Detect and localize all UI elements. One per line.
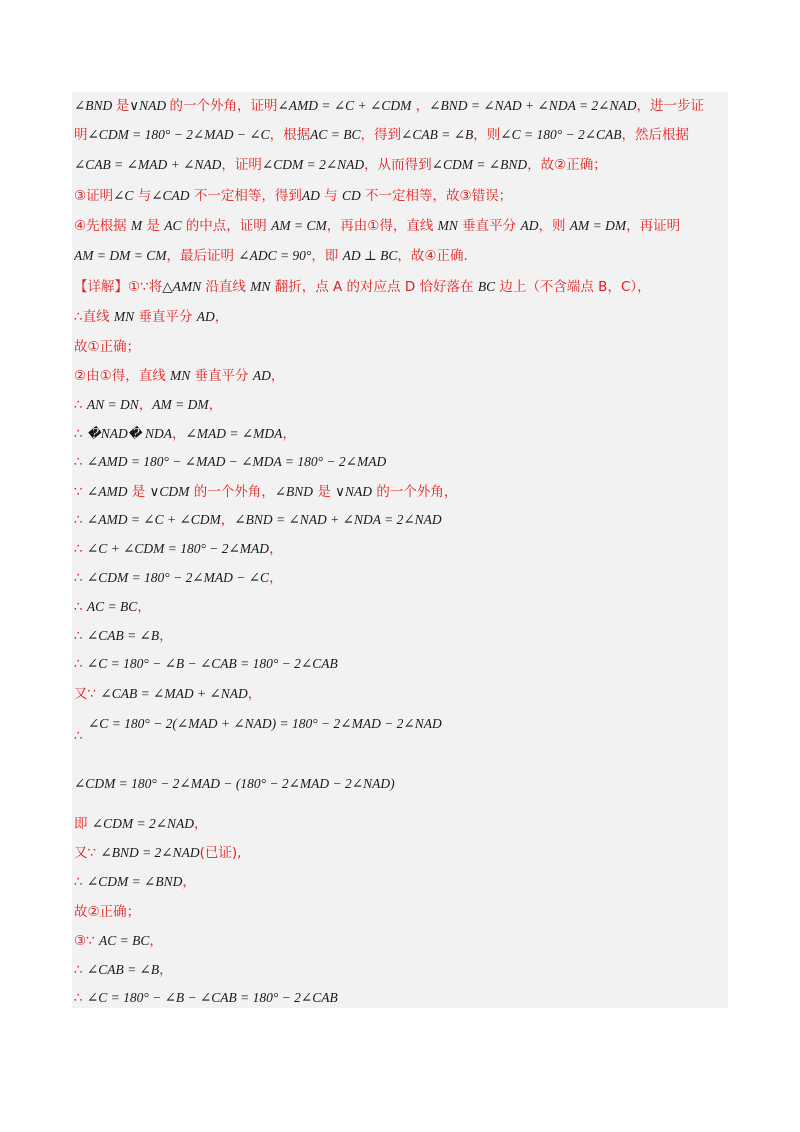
detail-line-15: [74, 684, 724, 704]
explanation-text: ∴: [74, 874, 87, 890]
explanation-text: ，: [159, 628, 173, 644]
explanation-text: ，故④正确.: [397, 248, 468, 264]
detail-line-5: [74, 395, 724, 415]
detail-line-25: [74, 988, 724, 1008]
math-expression: ∠C = 180° − ∠B − ∠CAB = 180° − 2∠CAB: [86, 656, 338, 671]
explanation-text: 又∵: [74, 686, 101, 702]
explanation-text: ，即: [311, 248, 343, 264]
explanation-text: ，: [269, 541, 283, 557]
explanation-text: 的中点，证明: [181, 218, 272, 234]
explanation-text: ，: [282, 426, 296, 442]
explanation-text: 翻折，点 A 的对应点 D 恰好落在: [270, 279, 478, 295]
explanation-text: ，最后证明: [166, 248, 239, 264]
detail-line-23: [74, 931, 724, 951]
math-expression: AC = BC: [310, 127, 361, 142]
explanation-text: ∴: [74, 570, 87, 586]
explanation-text: ，: [220, 512, 235, 528]
math-expression: ∠ADC = 90°: [238, 248, 312, 263]
math-expression: MN: [250, 279, 271, 294]
explanation-text: ∴直线: [74, 309, 114, 325]
explanation-text: (已证),: [199, 845, 242, 861]
explanation-text: ③证明: [74, 188, 114, 204]
solution-line-1: [74, 96, 724, 116]
explanation-text: ，证明: [221, 157, 262, 173]
math-expression: AD: [252, 368, 271, 383]
explanation-text: ，: [269, 570, 283, 586]
math-expression: ∠C + ∠CDM = 180° − 2∠MAD: [86, 541, 270, 556]
math-expression: ∠CDM = ∠BND: [86, 874, 183, 889]
explanation-text: 的一个外角，: [372, 484, 458, 500]
explanation-text: 的一个外角，: [189, 484, 275, 500]
explanation-text: ，然后根据: [621, 127, 690, 143]
math-expression: AD: [196, 309, 215, 324]
math-expression: ∠CAB = ∠B: [86, 962, 160, 977]
math-expression: ∠AMD: [86, 484, 128, 499]
math-expression: AD ⊥ BC: [342, 248, 398, 263]
explanation-text: ∴: [74, 397, 87, 413]
explanation-text: ∴: [74, 990, 87, 1006]
explanation-text: ，再证明: [626, 218, 681, 234]
math-expression: ∠C: [113, 188, 134, 203]
explanation-text: 垂直平分: [190, 368, 253, 384]
explanation-text: 即: [74, 816, 92, 832]
detail-line-9: [74, 510, 724, 530]
explanation-text: 垂直平分: [134, 309, 197, 325]
math-expression: AM = DM = CM: [74, 248, 167, 263]
explanation-text: 的一个外角，证明: [169, 98, 278, 114]
detail-line-4: [74, 366, 724, 386]
explanation-text: ∴: [74, 728, 83, 744]
explanation-text: ，: [194, 816, 208, 832]
detail-line-22: [74, 902, 724, 922]
detail-line-18: [74, 774, 724, 794]
math-expression: M: [130, 218, 143, 233]
explanation-text: ∴: [74, 599, 87, 615]
math-expression: ∠CAD: [151, 188, 190, 203]
detail-line-11: [74, 568, 724, 588]
math-expression: ∠CAB = ∠MAD + ∠NAD: [100, 686, 248, 701]
explanation-text: 沿直线: [201, 279, 251, 295]
explanation-text: 是: [115, 98, 130, 114]
detail-line-13: [74, 626, 724, 646]
detail-line-19: [74, 814, 724, 834]
detail-line-21: [74, 872, 724, 892]
detail-line-17: [74, 726, 724, 746]
explanation-text: ，: [411, 98, 430, 114]
math-expression: CD: [341, 188, 361, 203]
explanation-text: ，: [171, 426, 186, 442]
explanation-text: 与: [319, 188, 342, 204]
math-expression: AM = DM: [152, 397, 209, 412]
math-expression: ∠CDM = 180° − 2∠MAD − ∠C: [87, 127, 270, 142]
math-expression: AC = BC: [98, 933, 150, 948]
math-expression: �NAD� NDA: [86, 426, 172, 441]
explanation-text: ，: [270, 368, 285, 384]
detail-line-3: [74, 337, 724, 357]
explanation-text: ，: [138, 397, 153, 413]
detail-line-7: [74, 452, 724, 472]
explanation-text: 与: [133, 188, 152, 204]
explanation-text: ，从而得到: [364, 157, 432, 173]
math-expression: ∠BND: [74, 98, 116, 113]
detail-line-20: [74, 843, 724, 863]
explanation-text: ③∵: [74, 933, 99, 949]
explanation-text: ∴: [74, 656, 87, 672]
explanation-text: 明: [74, 127, 88, 143]
math-expression: ∠BND = ∠NAD + ∠NDA = 2∠NAD: [234, 512, 442, 527]
math-expression: ∠CDM = 2∠NAD: [261, 157, 365, 172]
explanation-text: ，: [182, 874, 196, 890]
explanation-text: ∴: [74, 628, 87, 644]
math-expression: ∠CDM = 2∠NAD: [91, 816, 195, 831]
explanation-text: ，: [159, 962, 173, 978]
explanation-text: ，: [137, 599, 151, 615]
explanation-text: ，: [149, 933, 163, 949]
explanation-text: 是: [127, 484, 150, 500]
explanation-text: ∴: [74, 962, 87, 978]
explanation-text: 【详解】①∵将: [74, 279, 163, 295]
solution-line-4: [74, 186, 724, 206]
explanation-text: ②由①得，直线: [74, 368, 170, 384]
detail-line-8: [74, 482, 724, 502]
explanation-text: ，再由①得，直线: [326, 218, 438, 234]
explanation-text: ，得到: [360, 127, 402, 143]
explanation-text: ∴: [74, 454, 87, 470]
math-expression: △AMN: [162, 279, 202, 294]
math-expression: AN = DN: [86, 397, 139, 412]
detail-line-12: [74, 597, 724, 617]
math-expression: MN: [170, 368, 191, 383]
math-expression: AM = DM: [569, 218, 627, 233]
math-expression: ∠CAB = ∠B: [86, 628, 160, 643]
math-expression: ∠BND = ∠NAD + ∠NDA = 2∠NAD: [429, 98, 637, 113]
math-expression: BC: [477, 279, 496, 294]
math-expression: AD: [520, 218, 539, 233]
explanation-text: ∴: [74, 512, 87, 528]
math-expression: MN: [113, 309, 135, 324]
explanation-text: ，: [247, 686, 262, 702]
explanation-text: 垂直平分: [457, 218, 521, 234]
solution-line-2: [74, 125, 724, 145]
explanation-text: ④先根据: [74, 218, 131, 234]
math-expression: ∠BND = 2∠NAD: [100, 845, 200, 860]
math-expression: ∠CAB = ∠B: [401, 127, 474, 142]
detail-line-2: [74, 307, 724, 327]
math-expression: ∠AMD = ∠C + ∠CDM: [86, 512, 221, 527]
explanation-text: 故②正确；: [74, 904, 141, 920]
explanation-text: ∵: [74, 484, 87, 500]
math-expression: MN: [437, 218, 458, 233]
detail-line-10: [74, 539, 724, 559]
math-expression: ∠C = 180° − 2∠CAB: [500, 127, 622, 142]
explanation-text: 故①正确；: [74, 339, 141, 355]
math-expression: ∠C = 180° − ∠B − ∠CAB = 180° − 2∠CAB: [86, 990, 338, 1005]
solution-line-6: [74, 246, 724, 266]
explanation-text: ，则: [473, 127, 501, 143]
solution-line-3: [74, 155, 724, 175]
solution-line-5: [74, 216, 724, 236]
math-expression: ∨CDM: [149, 484, 190, 499]
math-expression: ∨NAD: [335, 484, 373, 499]
math-expression: ∠AMD = 180° − ∠MAD − ∠MDA = 180° − 2∠MAD: [86, 454, 387, 469]
detail-line-1: [74, 277, 724, 297]
math-expression: AM = CM: [271, 218, 327, 233]
explanation-text: ∴: [74, 541, 87, 557]
math-expression: ∠CDM = ∠BND: [431, 157, 528, 172]
explanation-text: 是: [313, 484, 336, 500]
explanation-text: 是: [142, 218, 165, 234]
explanation-text: 又∵: [74, 845, 101, 861]
explanation-text: 不一定相等，得到: [189, 188, 302, 204]
explanation-text: 边上（不含端点 B，C），: [495, 279, 651, 295]
math-expression: ∨NAD: [129, 98, 170, 113]
explanation-text: ，: [214, 309, 229, 325]
math-expression: ∠C = 180° − 2(∠MAD + ∠NAD) = 180° − 2∠MAD − 2∠NAD: [88, 716, 442, 731]
explanation-text: ，故②正确；: [527, 157, 607, 173]
explanation-text: 不一定相等，故③错误；: [360, 188, 513, 204]
detail-line-6: [74, 424, 724, 444]
detail-line-24: [74, 960, 724, 980]
math-expression: AC: [164, 218, 182, 233]
math-expression: ∠CAB = ∠MAD + ∠NAD: [74, 157, 222, 172]
explanation-text: ，进一步证: [636, 98, 704, 114]
explanation-text: ∴: [74, 426, 87, 442]
explanation-text: ，则: [538, 218, 570, 234]
math-expression: ∠CDM = 180° − 2∠MAD − ∠C: [86, 570, 270, 585]
math-expression: AC = BC: [86, 599, 138, 614]
math-expression: AD: [301, 188, 320, 203]
math-expression: ∠AMD = ∠C + ∠CDM: [277, 98, 412, 113]
explanation-text: ，根据: [269, 127, 311, 143]
math-expression: ∠MAD = ∠MDA: [185, 426, 283, 441]
math-expression: ∠CDM = 180° − 2∠MAD − (180° − 2∠MAD − 2∠NAD): [74, 776, 395, 791]
explanation-text: ，: [208, 397, 223, 413]
math-expression: ∠BND: [274, 484, 314, 499]
detail-line-14: [74, 654, 724, 674]
